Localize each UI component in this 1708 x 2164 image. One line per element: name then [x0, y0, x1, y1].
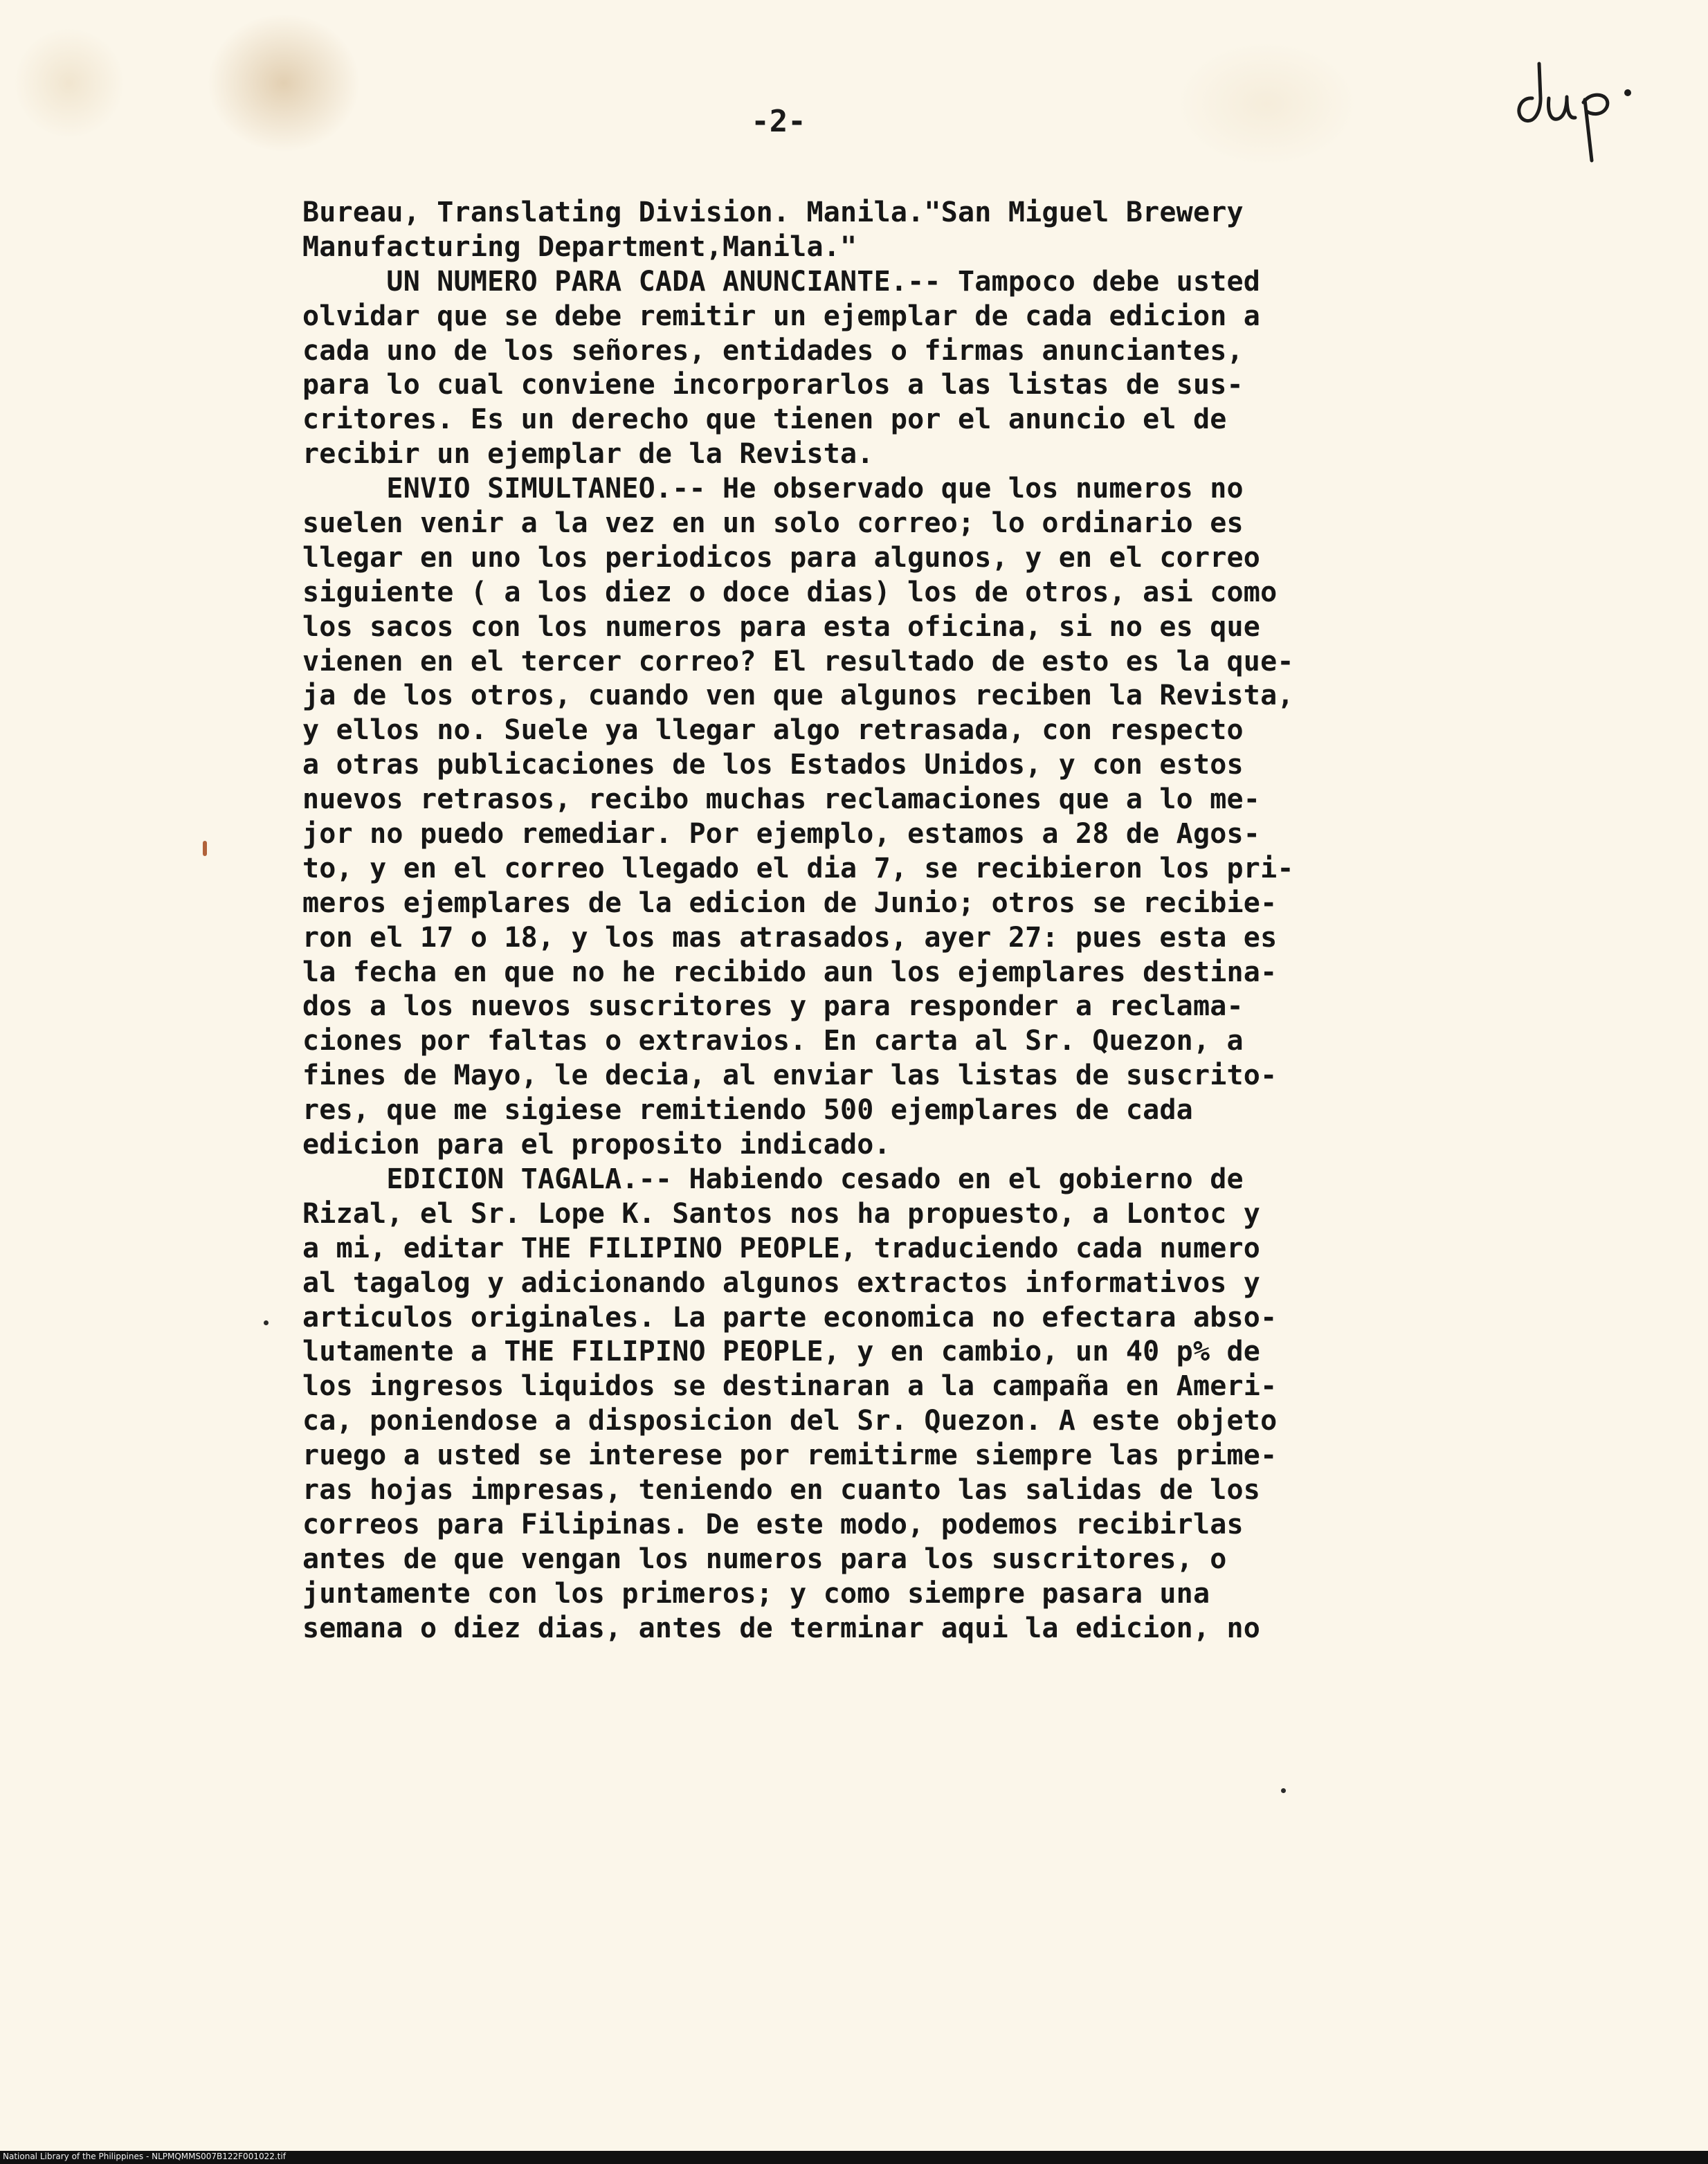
letter-body: [302, 196, 1382, 1646]
text-line: edicion para el proposito indicado.: [302, 1129, 891, 1161]
handwritten-dup-annotation: [1509, 57, 1640, 167]
text-line: recibir un ejemplar de la Revista.: [302, 438, 874, 471]
text-line: al tagalog y adicionando algunos extractos informativos y: [302, 1266, 1261, 1299]
text-line: y ellos no. Suele ya llegar algo retrasada, con respecto: [302, 714, 1244, 747]
text-line: ENVIO SIMULTANEO.-- He observado que los numeros no: [302, 473, 1244, 505]
paper-stain: [1176, 42, 1356, 166]
text-line: meros ejemplares de la edicion de Junio; otros se recibie-: [302, 886, 1278, 919]
margin-mark: [203, 841, 207, 856]
text-line: ras hojas impresas, teniendo en cuanto las salidas de los: [302, 1473, 1261, 1506]
text-line: la fecha en que no he recibido aun los ejemplares destina-: [302, 956, 1278, 988]
text-line: Bureau, Translating Division. Manila."San Miguel Brewery: [302, 197, 1244, 228]
text-line: vienen en el tercer correo? El resultado de esto es la que-: [302, 645, 1294, 678]
paper-stain: [14, 28, 125, 138]
text-line: semana o diez dias, antes de terminar aqui la edicion, no: [302, 1612, 1261, 1644]
text-line: UN NUMERO PARA CADA ANUNCIANTE.-- Tampoco debe usted: [302, 265, 1261, 298]
text-line: lutamente a THE FILIPINO PEOPLE, y en cambio, un 40 p% de: [302, 1336, 1261, 1368]
text-line: ruego a usted se interese por remitirme siempre las prime-: [302, 1439, 1278, 1472]
text-line: antes de que vengan los numeros para los suscritores, o: [302, 1543, 1227, 1575]
text-line: jor no puedo remediar. Por ejemplo, estamos a 28 de Agos-: [302, 818, 1261, 851]
page-number: -2-: [751, 104, 806, 139]
text-line: ron el 17 o 18, y los mas atrasados, ayer 27: pues esta es: [302, 921, 1278, 954]
text-line: critores. Es un derecho que tienen por el anuncio el de: [302, 403, 1227, 436]
text-line: Rizal, el Sr. Lope K. Santos nos ha propuesto, a Lontoc y: [302, 1197, 1261, 1230]
text-line: dos a los nuevos suscritores y para responder a reclama-: [302, 990, 1244, 1023]
text-line: correos para Filipinas. De este modo, podemos recibirlas: [302, 1508, 1244, 1540]
text-line: ca, poniendose a disposicion del Sr. Quezon. A este objeto: [302, 1405, 1278, 1437]
text-line: to, y en el correo llegado el dia 7, se recibieron los pri-: [302, 852, 1294, 884]
text-line: olvidar que se debe remitir un ejemplar de cada edicion a: [302, 300, 1261, 332]
paper-stain: [208, 14, 360, 152]
text-line: fines de Mayo, le decia, al enviar las listas de suscrito-: [302, 1060, 1278, 1092]
text-line: Manufacturing Department,Manila.": [302, 230, 857, 263]
text-line: suelen venir a la vez en un solo correo; lo ordinario es: [302, 507, 1244, 540]
text-line: articulos originales. La parte economica no efectara abso-: [302, 1301, 1278, 1334]
text-line: EDICION TAGALA.-- Habiendo cesado en el gobierno de: [302, 1163, 1244, 1195]
text-line: a otras publicaciones de los Estados Unidos, y con estos: [302, 749, 1244, 781]
text-line: para lo cual conviene incorporarlos a las listas de sus-: [302, 369, 1244, 401]
text-line: llegar en uno los periodicos para algunos, y en el correo: [302, 541, 1261, 574]
ink-speck: [1281, 1788, 1286, 1793]
text-line: los sacos con los numeros para esta oficina, si no es que: [302, 610, 1261, 643]
text-line: juntamente con los primeros; y como siempre pasara una: [302, 1577, 1210, 1610]
text-line: a mi, editar THE FILIPINO PEOPLE, traduciendo cada numero: [302, 1232, 1261, 1264]
text-line: ja de los otros, cuando ven que algunos reciben la Revista,: [302, 680, 1294, 712]
scan-credit: National Library of the Philippines - NLPMQMMS007B122F001022.tif: [3, 2152, 286, 2161]
text-line: res, que me sigiese remitiendo 500 ejemplares de cada: [302, 1094, 1193, 1127]
text-line: los ingresos liquidos se destinaran a la campaña en Ameri-: [302, 1370, 1278, 1403]
text-line: nuevos retrasos, recibo muchas reclamaciones que a lo me-: [302, 783, 1261, 816]
ink-speck: [264, 1320, 269, 1325]
text-line: cada uno de los señores, entidades o firmas anunciantes,: [302, 334, 1244, 367]
text-line: ciones por faltas o extravios. En carta al Sr. Quezon, a: [302, 1025, 1244, 1057]
text-line: siguiente ( a los diez o doce dias) los de otros, asi como: [302, 576, 1278, 608]
